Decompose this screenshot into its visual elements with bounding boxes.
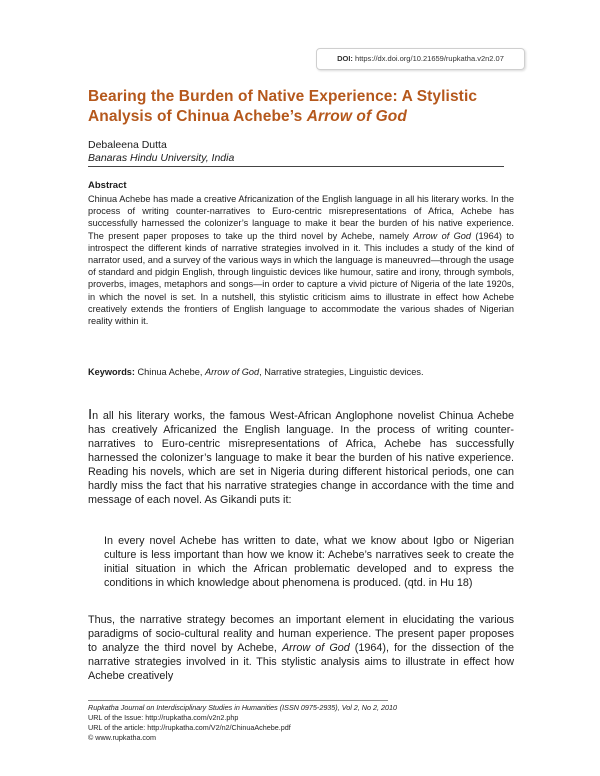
doi-box[interactable]	[316, 48, 525, 70]
body-paragraph-1: In all his literary works, the famous West-African Anglophone novelist Chinua Achebe has creatively Africanized the English language. In the process of writing counter-narratives to Euro-centric misrepresentations of Africa, Achebe has successfully harnessed the colonizer’s language to make it bear the burden of his native experience. Reading his novels, which are set in Nigeria during different historical periods, one can hardly miss the fact that his narrative strategies change in accordance with the time and message of each novel. As Gikandi puts it:	[88, 406, 514, 506]
title-main: Bearing the Burden of Native Experience: A Stylistic Analysis of Chinua Achebe’s	[88, 88, 478, 125]
footer-journal: Rupkatha Journal on Interdisciplinary Studies in Humanities (ISSN 0975-2935), Vol 2, No 2, 2010	[88, 703, 397, 712]
abstract-heading: Abstract	[88, 180, 127, 191]
abstract-text: Chinua Achebe has made a creative Africanization of the English language in all his literary works. In the process of writing counter-narratives to Euro-centric misrepresentations of Africa, Achebe has successfully harnessed the colonizer’s language to make it bear the burden of his native experience. The present paper proposes to take up the third novel by Achebe, namely Arrow of God (1964) to introspect the different kinds of narrative strategies involved in it. This includes a study of the kind of narrator used, and a survey of the various ways in which the language is maneuvred—through the usage of standard and pidgin English, through linguistic devices like humour, satire and irony, through symbols, proverbs, images, metaphors and songs—in order to capture a vivid picture of Nigeria of the late 1920s, in which the novel is set. In a nutshell, this stylistic criticism aims to illustrate in effect how Achebe creatively extends the frontiers of English language to accommodate the various shades of Nigerian reality within it.	[88, 194, 514, 327]
body-paragraph-2: Thus, the narrative strategy becomes an important element in elucidating the various paradigms of socio-cultural reality and human experience. The present paper proposes to analyze the third novel by Achebe, Arrow of God (1964), for the dissection of the narrative strategies involved in it. This stylistic analysis aims to illustrate in effect how Achebe creatively	[88, 614, 515, 682]
footer-article-url[interactable]: URL of the article: http://rupkatha.com/V2/n2/ChinuaAchebe.pdf	[88, 723, 291, 732]
keywords-label: Keywords:	[88, 367, 135, 377]
footer-issue-url[interactable]: URL of the Issue: http://rupkatha.com/v2n2.php	[88, 713, 239, 722]
drop-cap: I	[88, 406, 93, 423]
header-divider	[88, 166, 504, 167]
keywords: Keywords: Chinua Achebe, Arrow of God, Narrative strategies, Linguistic devices.	[88, 367, 424, 377]
footer-copyright: © www.rupkatha.com	[88, 733, 157, 742]
paper-title	[88, 87, 528, 127]
author-name: Debaleena Dutta	[88, 139, 167, 151]
doi-link[interactable]: https://dx.doi.org/10.21659/rupkatha.v2n2.07	[355, 54, 504, 63]
footer-divider	[88, 700, 388, 701]
doi-label: DOI:	[337, 54, 353, 63]
author-affiliation: Banaras Hindu University, India	[88, 152, 235, 164]
title-italic: Arrow of God	[306, 108, 407, 125]
block-quote: In every novel Achebe has written to date, what we know about Igbo or Nigerian culture is less important than how we know it: Achebe’s narratives seek to create the initial situation in which the African problematic developed and to express the conditions in which knowledge about phenomena is produced. (qtd. in Hu 18)	[104, 535, 514, 589]
